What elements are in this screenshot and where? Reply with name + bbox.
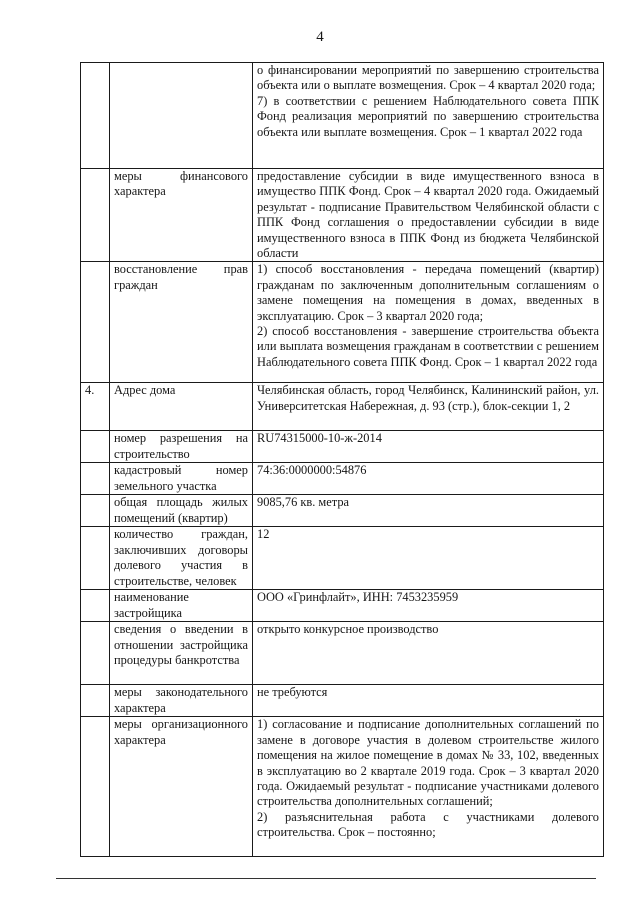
row-value [253, 685, 604, 717]
row-label: восстановление прав граждан [110, 262, 253, 383]
row-number [81, 431, 110, 463]
row-label [110, 63, 253, 169]
row-value [253, 590, 604, 622]
row-label: кадастровый номер земельного участка [110, 463, 253, 495]
row-label: меры организационного характера [110, 717, 253, 857]
row-number [81, 685, 110, 717]
row-number [81, 262, 110, 383]
value-paragraph: 7) в соответствии с решением Наблюдательного совета ППК Фонд реализация мероприятий по завершению строительства объекта или выплате возмещения. Срок – 1 квартал 2022 года [257, 93, 599, 139]
value-paragraph: о финансировании мероприятий по завершению строительства объекта или о выплате возмещения. Срок – 4 квартал 2020 года; [257, 63, 599, 93]
table-row [81, 527, 604, 590]
value-paragraph: не требуются [257, 685, 328, 700]
table-row [81, 63, 604, 169]
value-paragraph: 2) разъяснительная работа с участниками долевого строительства. Срок – постоянно; [257, 809, 599, 840]
page-bottom-rule [56, 878, 596, 879]
row-label: Адрес дома [110, 383, 253, 431]
row-number [81, 527, 110, 590]
table-row [81, 590, 604, 622]
row-label: меры законодательного характера [110, 685, 253, 717]
row-number [81, 463, 110, 495]
row-label: номер разрешения на строительство [110, 431, 253, 463]
row-number [81, 169, 110, 262]
row-value [253, 63, 604, 169]
table-row [81, 463, 604, 495]
row-label: количество граждан, заключивших договоры долевого участия в строительстве, человек [110, 527, 253, 590]
value-paragraph: 1) согласование и подписание дополнительных соглашений по замене в договоре участия в долевом строительстве жилого помещения на жилое помещение в домах № 33, 102, введенных в эксплуатацию во 2 квартале 2019 года. Срок – 3 квартал 2020 года. Ожидаемый результат - подписание участниками долевого строительства дополнительных соглашений; [257, 717, 599, 809]
value-paragraph: предоставление субсидии в виде имущественного взноса в имущество ППК Фонд. Срок – 4 квартал 2020 года. Ожидаемый результат - подписание Правительством Челябинской области с ППК Фонд соглашения о предоставлении субсидии в виде имущественного взноса в ППК Фонд из бюджета Челябинской области [257, 169, 599, 261]
row-value [253, 431, 604, 463]
row-value [253, 495, 604, 527]
table-row [81, 717, 604, 857]
row-number [81, 63, 110, 169]
value-paragraph: 74:36:0000000:54876 [257, 463, 367, 478]
table-row [81, 169, 604, 262]
value-paragraph: 1) способ восстановления - передача помещений (квартир) гражданам по заключенным дополнительным соглашениям о замене помещения на помещения в домах, введенных в эксплуатацию. Срок – 3 квартал 2020 года; [257, 262, 599, 323]
document-table [80, 62, 604, 857]
row-value [253, 169, 604, 262]
row-number: 4. [81, 383, 110, 431]
row-value [253, 262, 604, 383]
page-number: 4 [316, 29, 324, 45]
row-label: сведения о введении в отношении застройщика процедуры банкротства [110, 622, 253, 685]
value-paragraph: 2) способ восстановления - завершение строительства объекта или выплата возмещения гражданам в соответствии с решением Наблюдательного совета ППК Фонд. Срок – 1 квартал 2022 года [257, 324, 599, 369]
table-row [81, 685, 604, 717]
value-paragraph: Челябинская область, город Челябинск, Калининский район, ул. Университетская Набережная, д. 93 (стр.), блок-секции 1, 2 [257, 383, 599, 413]
row-number [81, 590, 110, 622]
table-row [81, 622, 604, 685]
value-paragraph: RU74315000-10-ж-2014 [257, 431, 382, 446]
row-number [81, 622, 110, 685]
row-value [253, 622, 604, 685]
value-paragraph: ООО «Гринфлайт», ИНН: 7453235959 [257, 590, 459, 605]
row-value [253, 463, 604, 495]
row-number [81, 495, 110, 527]
table-row [81, 383, 604, 431]
value-paragraph: 12 [257, 527, 270, 542]
value-paragraph: открыто конкурсное производство [257, 622, 439, 637]
row-label: меры финансового характера [110, 169, 253, 262]
row-value [253, 717, 604, 857]
value-paragraph: 9085,76 кв. метра [257, 495, 350, 510]
row-label: наименование застройщика [110, 590, 253, 622]
row-label: общая площадь жилых помещений (квартир) [110, 495, 253, 527]
table-row [81, 431, 604, 463]
table-row [81, 495, 604, 527]
row-value [253, 527, 604, 590]
row-value [253, 383, 604, 431]
row-number [81, 717, 110, 857]
table-row [81, 262, 604, 383]
